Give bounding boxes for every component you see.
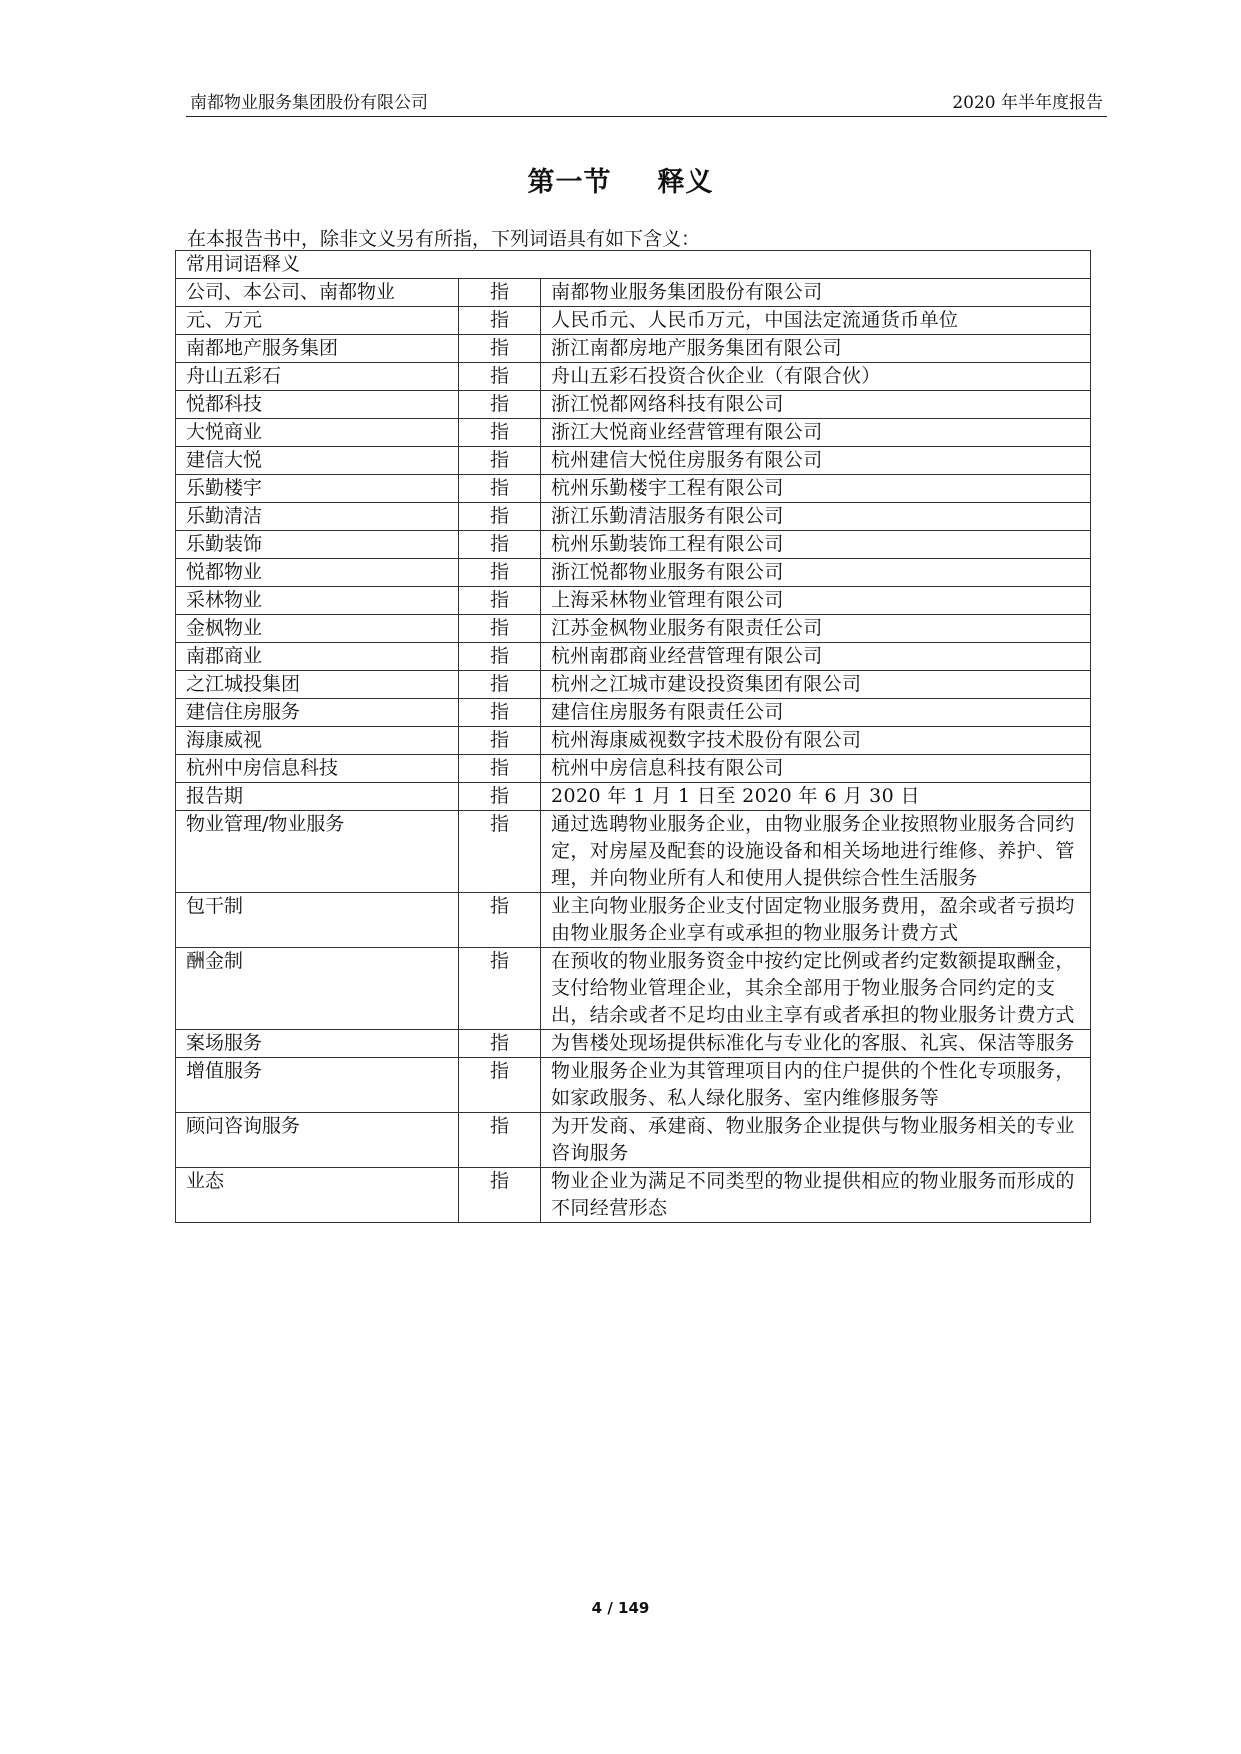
zhi-cell: 指 xyxy=(459,447,541,475)
zhi-cell: 指 xyxy=(459,755,541,783)
term-cell: 案场服务 xyxy=(176,1030,459,1058)
term-cell: 酬金制 xyxy=(176,948,459,1030)
zhi-cell: 指 xyxy=(459,391,541,419)
term-cell: 增值服务 xyxy=(176,1058,459,1113)
table-row xyxy=(176,1030,1091,1058)
zhi-cell: 指 xyxy=(459,1058,541,1113)
zhi-cell: 指 xyxy=(459,335,541,363)
table-row xyxy=(176,671,1091,699)
table-caption-row xyxy=(176,251,1091,279)
definition-cell: 南都物业服务集团股份有限公司 xyxy=(541,279,1091,307)
term-cell: 金枫物业 xyxy=(176,615,459,643)
definition-cell: 人民币元、人民币万元，中国法定流通货币单位 xyxy=(541,307,1091,335)
table-row xyxy=(176,1168,1091,1223)
term-cell: 包干制 xyxy=(176,893,459,948)
table-row xyxy=(176,363,1091,391)
definition-cell: 浙江南都房地产服务集团有限公司 xyxy=(541,335,1091,363)
zhi-cell: 指 xyxy=(459,1168,541,1223)
definition-cell: 浙江悦都物业服务有限公司 xyxy=(541,559,1091,587)
section-title xyxy=(0,160,1241,199)
term-cell: 建信大悦 xyxy=(176,447,459,475)
table-row xyxy=(176,531,1091,559)
zhi-cell: 指 xyxy=(459,783,541,811)
table-row xyxy=(176,783,1091,811)
term-cell: 建信住房服务 xyxy=(176,699,459,727)
table-row xyxy=(176,475,1091,503)
definition-cell: 建信住房服务有限责任公司 xyxy=(541,699,1091,727)
table-row xyxy=(176,811,1091,893)
definition-cell: 在预收的物业服务资金中按约定比例或者约定数额提取酬金，支付给物业管理企业，其余全部用于物业服务合同约定的支出，结余或者不足均由业主享有或者承担的物业服务计费方式 xyxy=(541,948,1091,1030)
section-name: 释义 xyxy=(657,167,714,198)
definition-cell: 物业服务企业为其管理项目内的住户提供的个性化专项服务，如家政服务、私人绿化服务、室内维修服务等 xyxy=(541,1058,1091,1113)
definition-cell: 江苏金枫物业服务有限责任公司 xyxy=(541,615,1091,643)
zhi-cell: 指 xyxy=(459,531,541,559)
zhi-cell: 指 xyxy=(459,419,541,447)
page-number: 4 / 149 xyxy=(591,1599,650,1617)
term-cell: 乐勤清洁 xyxy=(176,503,459,531)
definition-cell: 舟山五彩石投资合伙企业（有限合伙） xyxy=(541,363,1091,391)
table-row xyxy=(176,643,1091,671)
term-cell: 悦都物业 xyxy=(176,559,459,587)
table-row xyxy=(176,559,1091,587)
page-header xyxy=(186,88,1107,117)
zhi-cell: 指 xyxy=(459,893,541,948)
term-cell: 杭州中房信息科技 xyxy=(176,755,459,783)
zhi-cell: 指 xyxy=(459,279,541,307)
table-row xyxy=(176,893,1091,948)
zhi-cell: 指 xyxy=(459,475,541,503)
definitions-table xyxy=(175,250,1091,1223)
zhi-cell: 指 xyxy=(459,587,541,615)
definition-cell: 为售楼处现场提供标准化与专业化的客服、礼宾、保洁等服务 xyxy=(541,1030,1091,1058)
zhi-cell: 指 xyxy=(459,699,541,727)
zhi-cell: 指 xyxy=(459,727,541,755)
definition-cell: 业主向物业服务企业支付固定物业服务费用，盈余或者亏损均由物业服务企业享有或承担的物业服务计费方式 xyxy=(541,893,1091,948)
zhi-cell: 指 xyxy=(459,948,541,1030)
term-cell: 业态 xyxy=(176,1168,459,1223)
term-cell: 公司、本公司、南都物业 xyxy=(176,279,459,307)
term-cell: 顾问咨询服务 xyxy=(176,1113,459,1168)
definition-cell: 杭州中房信息科技有限公司 xyxy=(541,755,1091,783)
term-cell: 乐勤装饰 xyxy=(176,531,459,559)
table-row xyxy=(176,1113,1091,1168)
table-row xyxy=(176,279,1091,307)
table-row xyxy=(176,447,1091,475)
table-row xyxy=(176,503,1091,531)
definition-cell: 浙江乐勤清洁服务有限公司 xyxy=(541,503,1091,531)
definition-cell: 杭州之江城市建设投资集团有限公司 xyxy=(541,671,1091,699)
term-cell: 报告期 xyxy=(176,783,459,811)
table-caption: 常用词语释义 xyxy=(176,251,1091,279)
definition-cell: 杭州乐勤楼宇工程有限公司 xyxy=(541,475,1091,503)
term-cell: 悦都科技 xyxy=(176,391,459,419)
table-row xyxy=(176,699,1091,727)
zhi-cell: 指 xyxy=(459,643,541,671)
definition-cell: 2020 年 1 月 1 日至 2020 年 6 月 30 日 xyxy=(541,783,1091,811)
term-cell: 采林物业 xyxy=(176,587,459,615)
zhi-cell: 指 xyxy=(459,307,541,335)
term-cell: 元、万元 xyxy=(176,307,459,335)
term-cell: 大悦商业 xyxy=(176,419,459,447)
zhi-cell: 指 xyxy=(459,811,541,893)
term-cell: 南都地产服务集团 xyxy=(176,335,459,363)
definition-cell: 浙江大悦商业经营管理有限公司 xyxy=(541,419,1091,447)
table-row xyxy=(176,335,1091,363)
definition-cell: 杭州海康威视数字技术股份有限公司 xyxy=(541,727,1091,755)
zhi-cell: 指 xyxy=(459,363,541,391)
table-row xyxy=(176,727,1091,755)
definition-cell: 物业企业为满足不同类型的物业提供相应的物业服务而形成的不同经营形态 xyxy=(541,1168,1091,1223)
header-report-title: 2020 年半年度报告 xyxy=(952,93,1103,113)
header-company: 南都物业服务集团股份有限公司 xyxy=(190,93,428,113)
zhi-cell: 指 xyxy=(459,1113,541,1168)
zhi-cell: 指 xyxy=(459,671,541,699)
term-cell: 乐勤楼宇 xyxy=(176,475,459,503)
zhi-cell: 指 xyxy=(459,559,541,587)
term-cell: 舟山五彩石 xyxy=(176,363,459,391)
table-row xyxy=(176,307,1091,335)
table-row xyxy=(176,587,1091,615)
zhi-cell: 指 xyxy=(459,615,541,643)
definition-cell: 上海采林物业管理有限公司 xyxy=(541,587,1091,615)
term-cell: 南郡商业 xyxy=(176,643,459,671)
table-row xyxy=(176,391,1091,419)
term-cell: 海康威视 xyxy=(176,727,459,755)
definition-cell: 浙江悦都网络科技有限公司 xyxy=(541,391,1091,419)
definition-cell: 杭州南郡商业经营管理有限公司 xyxy=(541,643,1091,671)
section-number: 第一节 xyxy=(527,167,612,198)
zhi-cell: 指 xyxy=(459,503,541,531)
definition-cell: 杭州乐勤装饰工程有限公司 xyxy=(541,531,1091,559)
table-row xyxy=(176,1058,1091,1113)
definition-cell: 通过选聘物业服务企业，由物业服务企业按照物业服务合同约定，对房屋及配套的设施设备和相关场地进行维修、养护、管理，并向物业所有人和使用人提供综合性生活服务 xyxy=(541,811,1091,893)
table-row xyxy=(176,755,1091,783)
definition-cell: 杭州建信大悦住房服务有限公司 xyxy=(541,447,1091,475)
zhi-cell: 指 xyxy=(459,1030,541,1058)
table-row xyxy=(176,948,1091,1030)
definition-cell: 为开发商、承建商、物业服务企业提供与物业服务相关的专业咨询服务 xyxy=(541,1113,1091,1168)
intro-text: 在本报告书中，除非文义另有所指，下列词语具有如下含义： xyxy=(187,228,701,250)
term-cell: 之江城投集团 xyxy=(176,671,459,699)
term-cell: 物业管理/物业服务 xyxy=(176,811,459,893)
table-row xyxy=(176,615,1091,643)
table-row xyxy=(176,419,1091,447)
